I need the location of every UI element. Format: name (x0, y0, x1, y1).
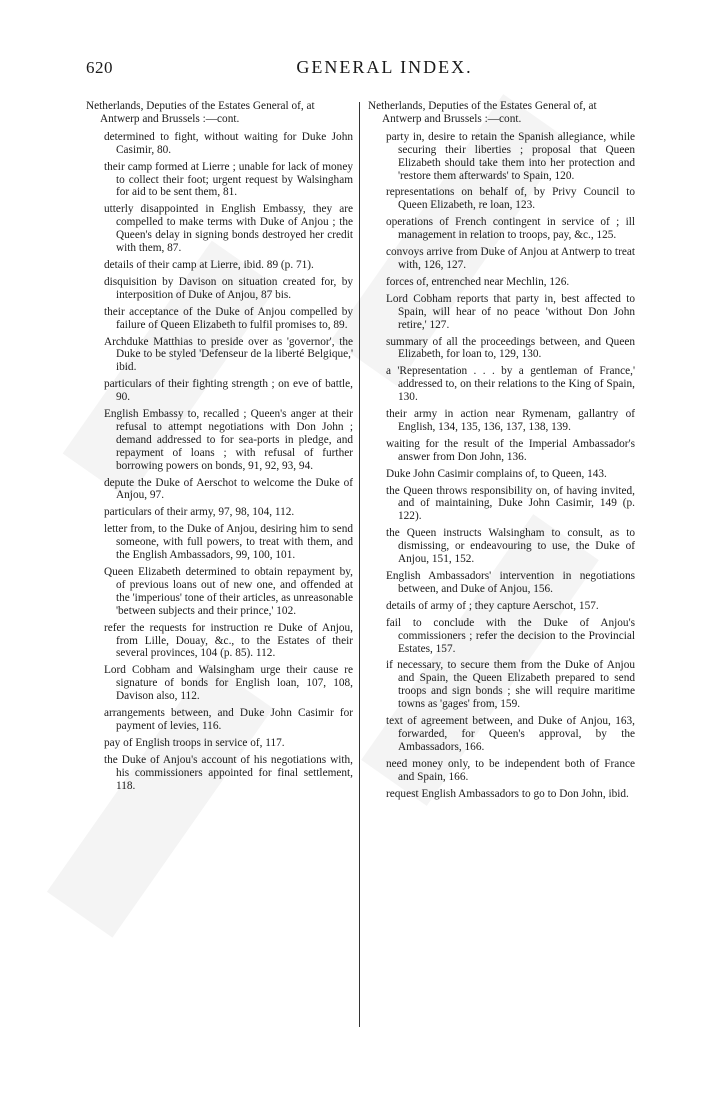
index-entry: need money only, to be independent both of France and Spain, 166. (386, 757, 635, 783)
index-entry: party in, desire to retain the Spanish allegiance, while securing their liberties ; proposal that Queen Elizabeth should take them into her protection and 'restore them afterwards' to Spain, 120. (386, 130, 635, 182)
index-entry: determined to fight, without waiting for Duke John Casimir, 80. (104, 130, 353, 156)
index-entry: the Queen throws responsibility on, of having invited, and of maintaining, Duke John Casimir, 149 (p. 122). (386, 484, 635, 523)
index-entry: refer the requests for instruction re Duke of Anjou, from Lille, Douay, &c., to the Estates of their several provinces, 104 (p. 85). 112. (104, 621, 353, 660)
column-divider (359, 102, 360, 1027)
index-entry: arrangements between, and Duke John Casimir for payment of levies, 116. (104, 707, 353, 732)
left-column-heading: Netherlands, Deputies of the Estates General of, at Antwerp and Brussels :—cont. (86, 100, 315, 125)
index-entry: their army in action near Rymenam, gallantry of English, 134, 135, 136, 137, 138, 139. (386, 408, 635, 433)
index-entry: text of agreement between, and Duke of Anjou, 163, forwarded, for Queen's approval, by the Ambassadors, 166. (386, 715, 635, 753)
index-entry: summary of all the proceedings between, and Queen Elizabeth, for loan to, 129, 130. (386, 335, 635, 361)
index-entry: letter from, to the Duke of Anjou, desiring him to send someone, with full powers, to treat with them, and the English Ambassadors, 99, 100, 101. (104, 523, 353, 562)
left-entries (86, 131, 353, 793)
index-entry: waiting for the result of the Imperial Ambassador's answer from Don John, 136. (386, 437, 635, 463)
index-entry: representations on behalf of, by Privy Council to Queen Elizabeth, re loan, 123. (386, 186, 635, 212)
index-entry: Lord Cobham and Walsingham urge their cause re signature of bonds for English loan, 107, 108, Davison also, 112. (104, 664, 353, 703)
index-entry: operations of French contingent in service of ; ill management in relation to troops, pay, &c., 125. (386, 216, 635, 242)
index-entry: depute the Duke of Aerschot to welcome the Duke of Anjou, 97. (104, 476, 353, 502)
index-entry: Queen Elizabeth determined to obtain repayment by, of previous loans out of new one, and offended at the 'imperious' tone of their articles, as unreasonable 'between subjects and their prince,' 102. (104, 566, 353, 617)
index-entry: details of army of ; they capture Aerschot, 157. (386, 599, 599, 612)
right-column-heading: Netherlands, Deputies of the Estates General of, at Antwerp and Brussels :—cont. (368, 100, 597, 125)
index-columns (86, 100, 646, 1030)
index-entry: details of their camp at Lierre, ibid. 89 (p. 71). (104, 258, 314, 271)
index-entry: fail to conclude with the Duke of Anjou's commissioners ; refer the decision to the Provincial Estates, 157. (386, 616, 635, 655)
index-entry: pay of English troops in service of, 117. (104, 736, 285, 749)
page-title: GENERAL INDEX. (296, 57, 473, 77)
index-entry: if necessary, to secure them from the Duke of Anjou and Spain, the Queen Elizabeth prepared to send troops and sign bonds ; she will require maritime towns as 'gages' from, 159. (386, 659, 635, 711)
index-entry: the Queen instructs Walsingham to consult, as to dismissing, or endeavouring to use, the Duke of Anjou, 151, 152. (386, 527, 635, 566)
index-entry: Archduke Matthias to preside over as 'governor', the Duke to be styled 'Defenseur de la liberté Belgique,' ibid. (104, 335, 353, 374)
right-column (368, 100, 635, 805)
index-entry: a 'Representation . . . by a gentleman of France,' addressed to, on their relations to the King of Spain, 130. (386, 365, 635, 404)
index-entry: English Ambassadors' intervention in negotiations between, and Duke of Anjou, 156. (386, 570, 635, 595)
left-column (86, 100, 353, 797)
index-entry: Lord Cobham reports that party in, best affected to Spain, will hear of no peace 'without Don John retire,' 127. (386, 292, 635, 331)
index-entry: their camp formed at Lierre ; unable for lack of money to collect their foot; urgent request by Walsingham for aid to be sent them, 81. (104, 160, 353, 199)
index-entry: particulars of their fighting strength ; on eve of battle, 90. (104, 378, 353, 404)
index-entry: utterly disappointed in English Embassy, they are compelled to make terms with Duke of Anjou ; the Queen's delay in signing bonds destroyed her credit with them, 87. (104, 203, 353, 255)
index-entry: forces of, entrenched near Mechlin, 126. (386, 275, 570, 288)
right-entries (368, 131, 635, 801)
index-entry: their acceptance of the Duke of Anjou compelled by failure of Queen Elizabeth to fulfil promises to, 89. (104, 305, 353, 331)
index-entry: convoys arrive from Duke of Anjou at Antwerp to treat with, 126, 127. (386, 246, 635, 271)
index-entry: English Embassy to, recalled ; Queen's anger at their refusal to attempt negotiations with Don John ; demand addressed to for sea-ports in pledge, and repayment of loans ; with refusal of further borrowing powers on bonds, 91, 92, 93, 94. (104, 408, 353, 472)
page-number: 620 (86, 58, 113, 77)
index-entry: the Duke of Anjou's account of his negotiations with, his commissioners appointed for final settlement, 118. (104, 753, 353, 792)
index-entry: particulars of their army, 97, 98, 104, 112. (104, 506, 295, 519)
index-entry: request English Ambassadors to go to Don John, ibid. (386, 787, 629, 800)
index-entry: disquisition by Davison on situation created for, by interposition of Duke of Anjou, 87 bis. (104, 275, 353, 301)
index-entry: Duke John Casimir complains of, to Queen, 143. (386, 467, 607, 480)
